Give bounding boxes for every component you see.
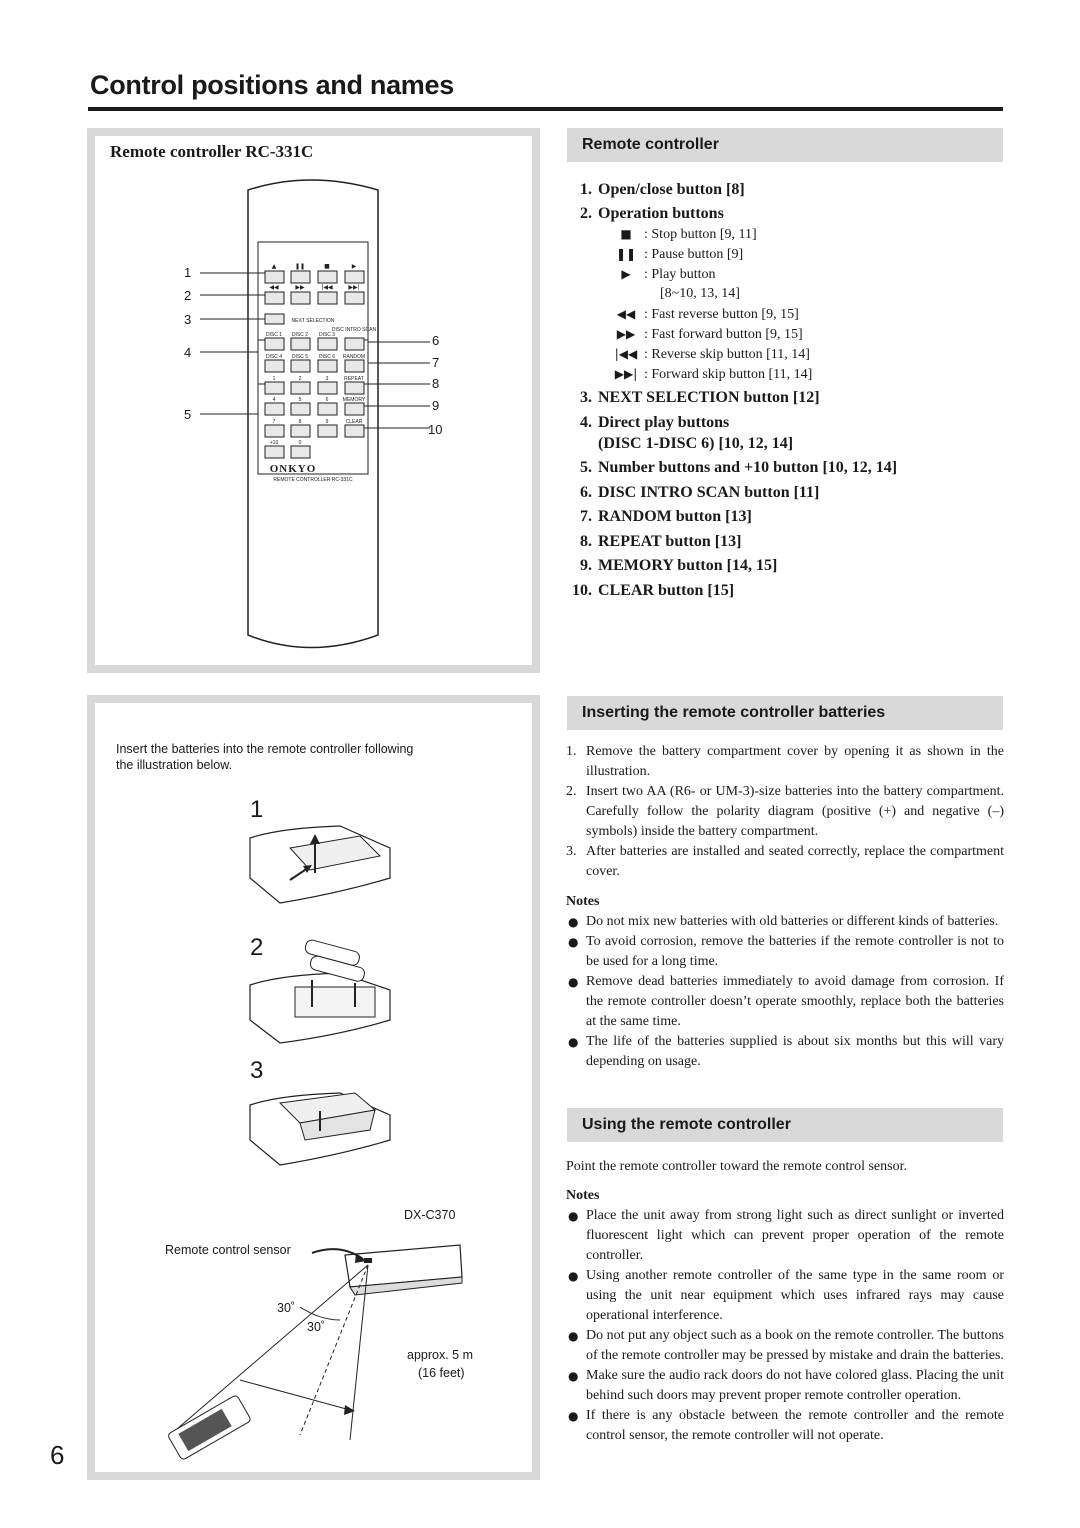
- num-8-label: 8: [298, 419, 302, 425]
- operation-row: [8~10, 13, 14]: [660, 286, 740, 301]
- stop-icon: ■: [620, 227, 632, 241]
- svg-text:▶▶|: ▶▶|: [348, 284, 360, 291]
- callout-6: 6: [432, 333, 440, 348]
- callout-3: 3: [184, 312, 192, 327]
- num-4-label: 4: [272, 397, 276, 403]
- clear-label: CLEAR: [345, 419, 363, 425]
- operation-row: ▶▶ : Fast forward button [9, 15]: [608, 324, 803, 345]
- note-item: ● Using another remote controller of the same type in the same room or using the unit near equipment which uses infrared rays may cause operational interference.: [568, 1268, 1004, 1323]
- angle-label-2: 30˚: [307, 1320, 326, 1334]
- play-icon: ▶: [621, 267, 631, 281]
- step-number-3: 3: [250, 1057, 264, 1084]
- disc-3-label: DISC 3: [318, 332, 336, 338]
- disc-1-label: DISC 1: [265, 332, 283, 338]
- list-item: 1. Remove the battery compartment cover by opening it as shown in the illustration.: [566, 744, 1004, 779]
- callout-1: 1: [184, 265, 192, 280]
- list-item: 8. REPEAT button [13]: [580, 533, 742, 550]
- repeat-label: REPEAT: [344, 376, 364, 382]
- operation-row: ◀◀ : Fast reverse button [9, 15]: [608, 304, 799, 325]
- callout-7: 7: [432, 355, 440, 370]
- svg-text:■: ■: [324, 263, 330, 270]
- num-2-label: 2: [298, 376, 302, 382]
- num-7-label: 7: [272, 419, 276, 425]
- range-label-feet: (16 feet): [418, 1366, 465, 1380]
- note-item: ● Remove dead batteries immediately to avoid damage from corrosion. If the remote controller doesn’t operate smoothly, replace both the batteries at the same time.: [568, 974, 1004, 1029]
- step-1-illustration: [240, 818, 420, 918]
- list-item: 10. CLEAR button [15]: [572, 582, 735, 599]
- random-label: RANDOM: [342, 354, 366, 360]
- list-item: 6. DISC INTRO SCAN button [11]: [580, 484, 820, 501]
- step-number-1: 1: [250, 796, 264, 823]
- range-label: approx. 5 m: [407, 1348, 474, 1362]
- disc-2-label: DISC 2: [291, 332, 309, 338]
- list-item: (DISC 1-DISC 6) [10, 12, 14]: [598, 435, 794, 452]
- page-number: 6: [50, 1440, 65, 1470]
- num-3-label: 3: [325, 376, 329, 382]
- battery-instruction: Insert the batteries into the remote controller following the illustration below.: [116, 742, 414, 772]
- svg-text:▲: ▲: [271, 263, 277, 270]
- fast-forward-icon: ▶▶: [616, 327, 636, 341]
- note-item: ● If there is any obstacle between the remote controller and the remote control sensor, the remote controller will not operate.: [568, 1408, 1004, 1443]
- svg-text:▶▶: ▶▶: [295, 284, 305, 291]
- callout-9: 9: [432, 398, 440, 413]
- device-model-label: DX-C370: [404, 1208, 456, 1222]
- disc-6-label: DISC 6: [318, 354, 336, 360]
- callout-8: 8: [432, 376, 440, 391]
- list-item: 1. Open/close button [8]: [580, 181, 745, 198]
- note-item: ● Do not mix new batteries with old batteries or different kinds of batteries.: [568, 914, 999, 929]
- step-number-2: 2: [250, 934, 264, 961]
- step-2-illustration: [240, 935, 420, 1045]
- svg-text:◀◀: ◀◀: [269, 284, 279, 291]
- callout-5: 5: [184, 407, 192, 422]
- list-item: 9. MEMORY button [14, 15]: [580, 557, 778, 574]
- angle-label-1: 30˚: [277, 1301, 296, 1315]
- svg-text:▶: ▶: [351, 263, 357, 270]
- note-item: ● Do not put any object such as a book on the remote controller. The buttons of the remote controller may be pressed by mistake and drain the batteries.: [568, 1328, 1004, 1363]
- svg-text:❚❚: ❚❚: [294, 263, 306, 270]
- step-3-illustration: [240, 1085, 420, 1175]
- note-item: ● Make sure the audio rack doors do not have colored glass. Placing the unit behind such doors may prevent proper remote controller operation.: [568, 1368, 1004, 1403]
- page-title: Control positions and names: [90, 70, 454, 100]
- list-item: 4. Direct play buttons: [580, 414, 730, 431]
- notes-heading: Notes: [566, 894, 600, 909]
- operation-row: ▶ : Play button: [608, 264, 716, 285]
- num-0-label: 0: [298, 440, 302, 446]
- reverse-skip-icon: |◀◀: [614, 347, 638, 361]
- num-1-label: 1: [272, 376, 276, 382]
- callout-10: 10: [428, 422, 443, 437]
- title-rule: [88, 107, 1003, 111]
- num-plus10-label: +10: [269, 440, 279, 446]
- forward-skip-icon: ▶▶|: [614, 367, 638, 381]
- list-item: 2. Insert two AA (R6- or UM-3)-size batteries into the battery compartment. Carefully follow the polarity diagram (positive (+) and negative (–) symbols) inside the battery compartment.: [566, 784, 1004, 839]
- list-item: 7. RANDOM button [13]: [580, 508, 752, 525]
- onkyo-logo: ONKYO: [269, 463, 317, 475]
- note-item: ● The life of the batteries supplied is about six months but this will vary depending on usage.: [568, 1034, 1004, 1069]
- list-item: 5. Number buttons and +10 button [10, 12, 14]: [580, 459, 898, 476]
- list-item: 2. Operation buttons: [580, 205, 724, 222]
- pause-icon: ❚❚: [615, 247, 637, 261]
- callout-4: 4: [184, 345, 192, 360]
- list-item: 3. After batteries are installed and seated correctly, replace the compartment cover.: [566, 844, 1004, 879]
- remote-controller-heading: Remote controller: [567, 128, 1003, 162]
- disc-intro-scan-label: DISC INTRO SCAN: [331, 327, 377, 333]
- remote-panel-title: Remote controller RC-331C: [110, 142, 314, 161]
- num-6-label: 6: [325, 397, 329, 403]
- note-item: ● To avoid corrosion, remove the batteries if the remote controller is not to be used for a long time.: [568, 934, 1004, 969]
- operation-row: ▶▶| : Forward skip button [11, 14]: [608, 364, 812, 385]
- operation-row: ❚❚ : Pause button [9]: [608, 244, 743, 265]
- sensor-label: Remote control sensor: [165, 1243, 291, 1257]
- num-9-label: 9: [325, 419, 329, 425]
- disc-5-label: DISC 5: [291, 354, 309, 360]
- inserting-batteries-heading: Inserting the remote controller batteries: [567, 696, 1003, 730]
- inserting-steps: [566, 742, 1004, 1072]
- remote-model-label: REMOTE CONTROLLER RC-331C: [273, 477, 353, 483]
- using-remote-body: [566, 1157, 1004, 1446]
- fast-reverse-icon: ◀◀: [616, 307, 636, 321]
- num-5-label: 5: [298, 397, 302, 403]
- operation-row: ■ : Stop button [9, 11]: [608, 224, 757, 245]
- notes-heading: Notes: [566, 1188, 600, 1203]
- operation-row: |◀◀ : Reverse skip button [11, 14]: [608, 344, 810, 365]
- next-selection-label: NEXT SELECTION: [291, 318, 335, 324]
- callout-2: 2: [184, 288, 192, 303]
- using-intro: Point the remote controller toward the remote control sensor.: [566, 1159, 907, 1174]
- remote-illustration: [170, 170, 470, 660]
- using-remote-heading: Using the remote controller: [567, 1108, 1003, 1142]
- memory-label: MEMORY: [342, 397, 366, 403]
- disc-4-label: DISC 4: [265, 354, 283, 360]
- list-item: 3. NEXT SELECTION button [12]: [580, 389, 820, 406]
- svg-text:|◀◀: |◀◀: [321, 284, 333, 291]
- note-item: ● Place the unit away from strong light such as direct sunlight or inverted fluorescent light which can prevent proper operation of the remote controller.: [568, 1208, 1004, 1263]
